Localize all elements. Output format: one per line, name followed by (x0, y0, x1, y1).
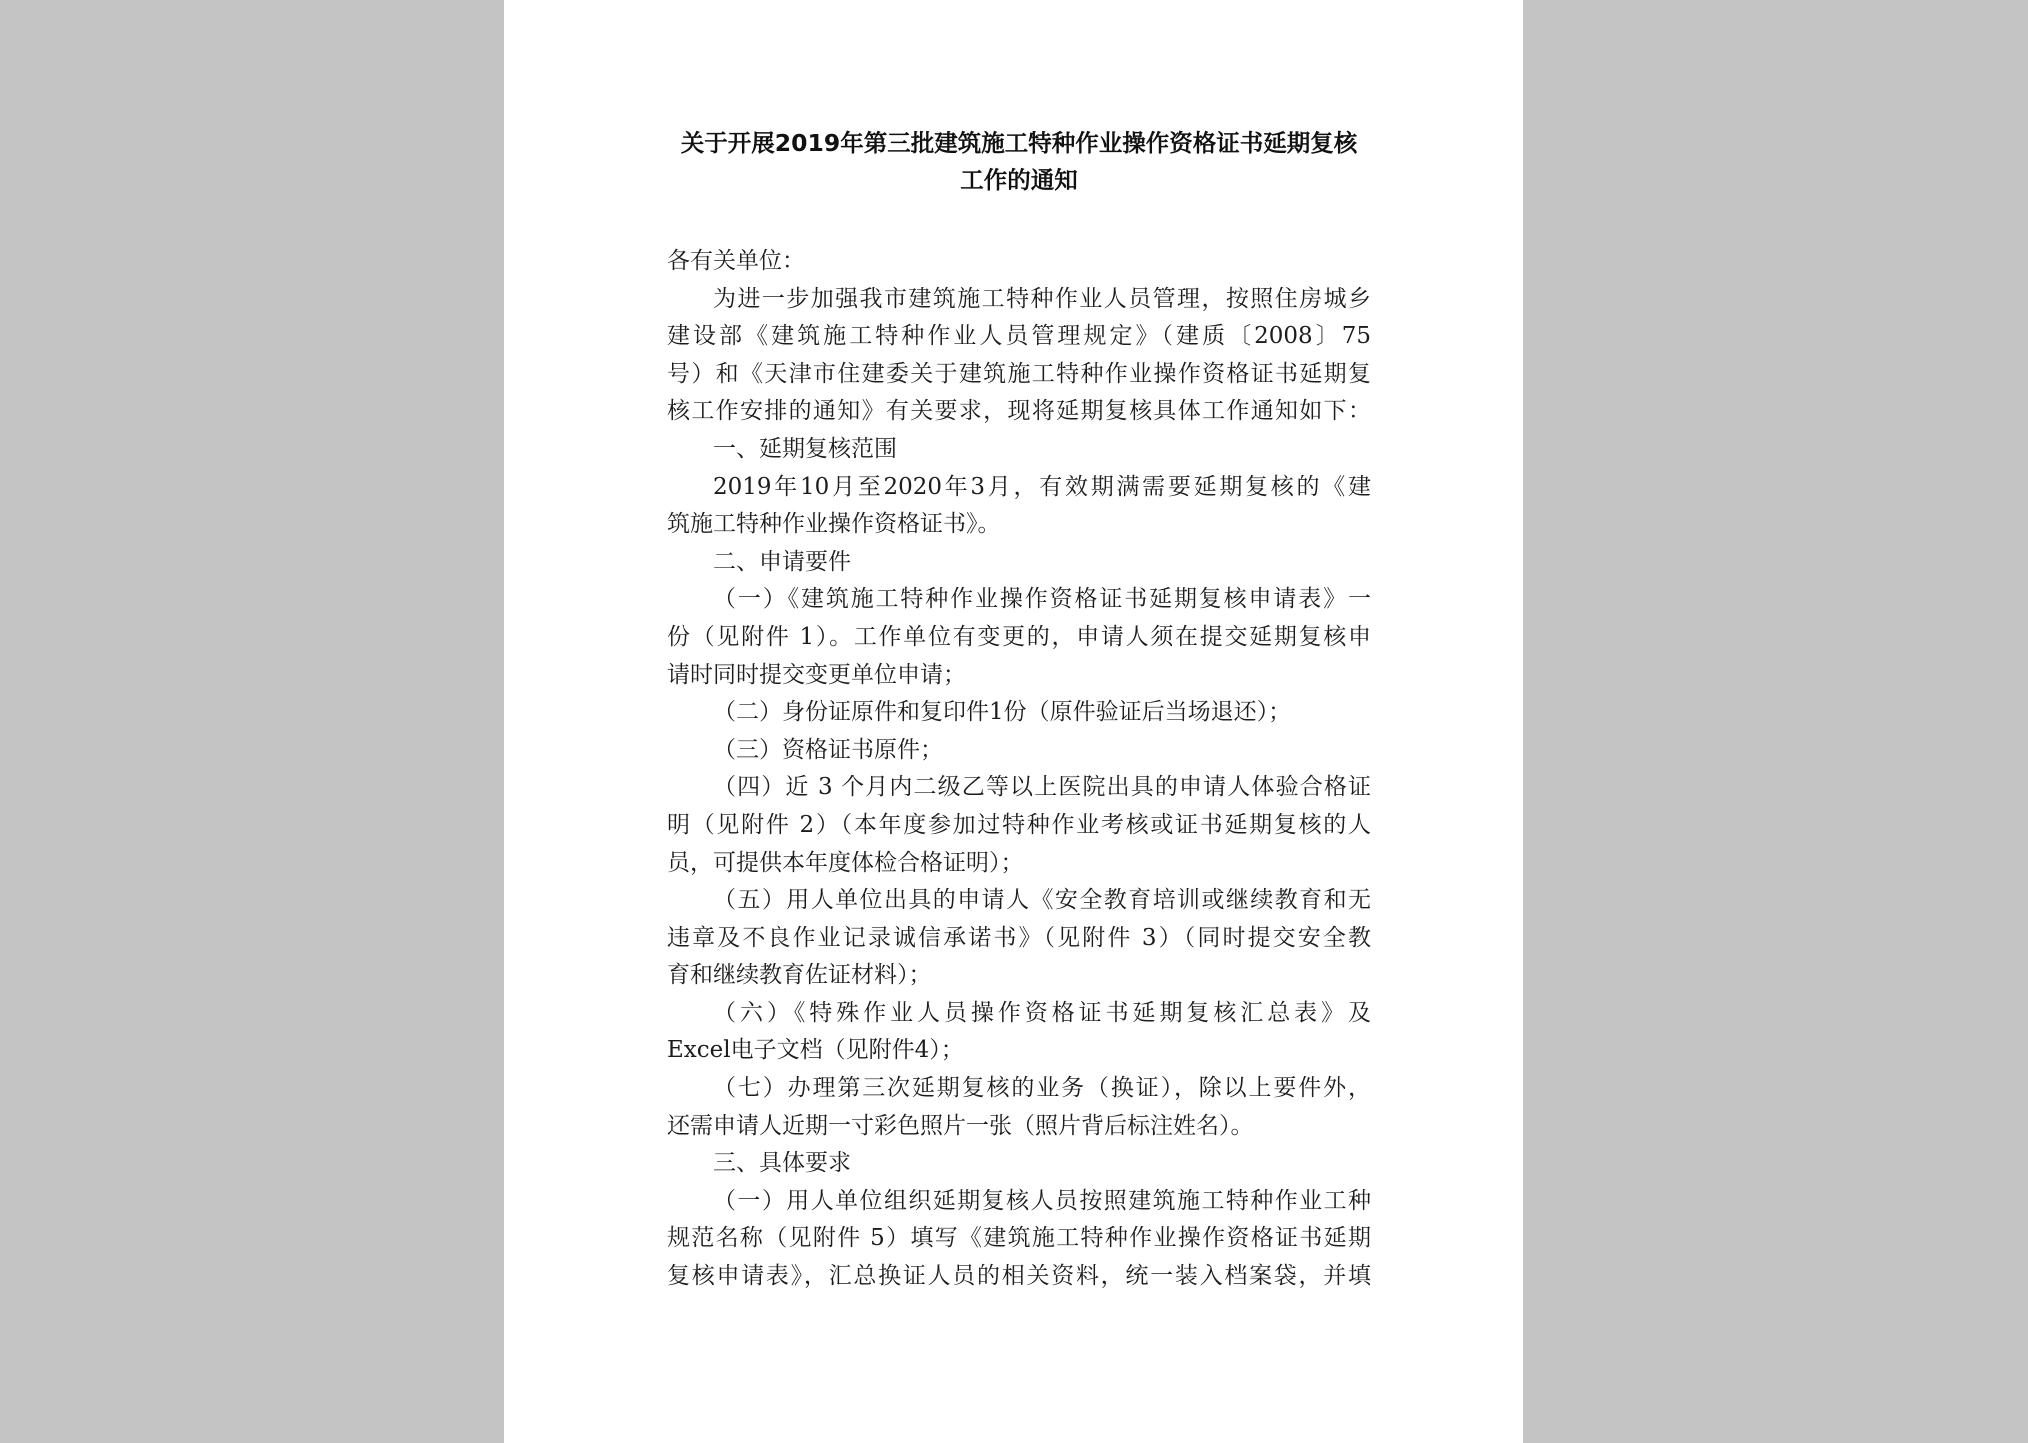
paragraph-line: 二、申请要件 (713, 548, 851, 575)
paragraph-line: 规范名称（见附件 5）填写《建筑施工特种作业操作资格证书延期 (667, 1225, 1371, 1252)
document-title (654, 125, 1384, 199)
paragraph-line: 一、延期复核范围 (713, 435, 897, 462)
paragraph-line: Excel电子文档（见附件4）； (667, 1037, 964, 1064)
paragraph-line: （五）用人单位出具的申请人《安全教育培训或继续教育和无 (713, 887, 1371, 914)
paragraph-line: 三、具体要求 (713, 1150, 851, 1177)
paragraph-line: 请时同时提交变更单位申请； (667, 661, 966, 688)
paragraph-line: 还需申请人近期一寸彩色照片一张（照片背后标注姓名）。 (667, 1112, 1254, 1139)
title-line: 工作的通知 (960, 166, 1078, 194)
paragraph-line: （四）近 3 个月内二级乙等以上医院出具的申请人体验合格证 (713, 774, 1371, 801)
paragraph-line: （一）用人单位组织延期复核人员按照建筑施工特种作业工种 (713, 1187, 1371, 1214)
document-body (667, 243, 1371, 1296)
paragraph-line: 2019年10月至2020年3月，有效期满需要延期复核的《建 (713, 473, 1371, 500)
paragraph-line: 违章及不良作业记录诚信承诺书》（见附件 3）（同时提交安全教 (667, 924, 1371, 951)
paragraph-line: 为进一步加强我市建筑施工特种作业人员管理，按照住房城乡 (713, 285, 1371, 312)
paragraph-line: （一）《建筑施工特种作业操作资格证书延期复核申请表》一 (713, 586, 1371, 613)
title-line: 关于开展2019年第三批建筑施工特种作业操作资格证书延期复核 (680, 129, 1358, 157)
paragraph-line: 份（见附件 1）。工作单位有变更的，申请人须在提交延期复核申 (667, 623, 1371, 650)
paragraph-line: 明（见附件 2）（本年度参加过特种作业考核或证书延期复核的人 (667, 811, 1371, 838)
paragraph-line: 各有关单位： (667, 248, 805, 274)
paragraph-line: （三）资格证书原件； (713, 736, 943, 763)
paragraph-line: 核工作安排的通知》有关要求，现将延期复核具体工作通知如下： (667, 398, 1371, 425)
paragraph-line: （二）身份证原件和复印件1份（原件验证后当场退还）； (713, 699, 1292, 726)
paragraph-line: 复核申请表》，汇总换证人员的相关资料，统一装入档案袋，并填 (667, 1263, 1371, 1290)
paragraph-line: 育和继续教育佐证材料）； (667, 962, 932, 989)
document-page (504, 0, 1523, 1443)
paragraph-line: 员，可提供本年度体检合格证明）； (667, 849, 1024, 876)
paragraph-line: （七）办理第三次延期复核的业务（换证），除以上要件外， (713, 1075, 1371, 1102)
paragraph-line: 建设部《建筑施工特种作业人员管理规定》（建质〔2008〕75 (667, 323, 1371, 350)
paragraph-line: （六）《特殊作业人员操作资格证书延期复核汇总表》及 (713, 999, 1371, 1026)
paragraph-line: 筑施工特种作业操作资格证书》。 (667, 511, 1001, 538)
paragraph-line: 号）和《天津市住建委关于建筑施工特种作业操作资格证书延期复 (667, 360, 1371, 387)
